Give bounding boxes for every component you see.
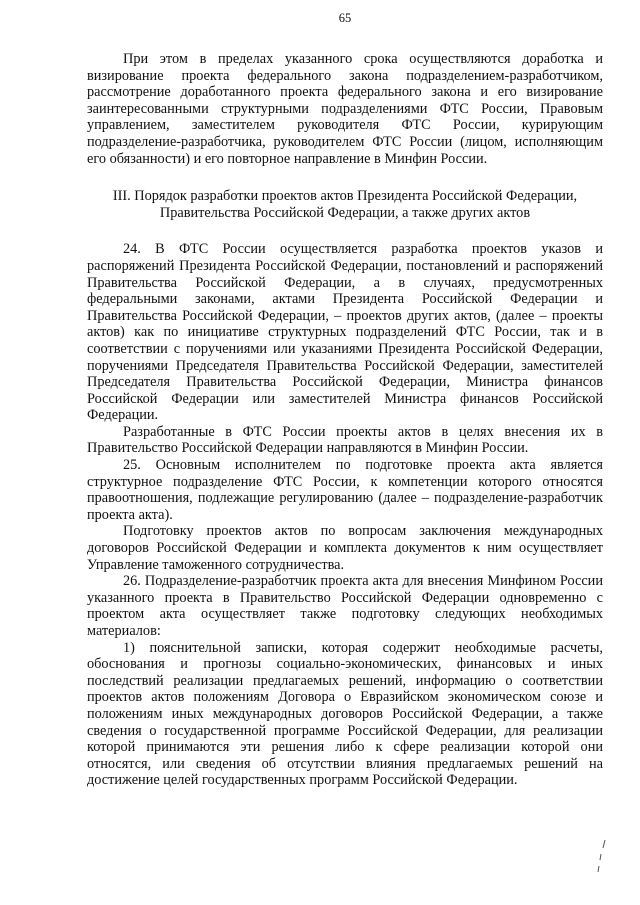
paragraph-international-treaties: Подготовку проектов актов по вопросам заключения международных договоров Российской Федерации и комплекта документов к ним осуществляет Управление таможенного сотрудничества. xyxy=(87,523,603,573)
paragraph-item-26: 26. Подразделение-разработчик проекта акта для внесения Минфином России указанного проекта в Правительство Российской Федерации одновременно с проектом акта осуществляет также подготовку следующих необходимых материалов: xyxy=(87,573,603,639)
paragraph-revision-note: При этом в пределах указанного срока осуществляются доработка и визирование проекта федерального закона подразделением-разработчиком, рассмотрение доработанного проекта федерального закона и его визирование заинтересованными структурными подразделениями ФТС России, Правовым управлением, заместителем руководителя ФТС России, курирующим подразделение-разработчика, руководителем ФТС России (лицом, исполняющим его обязанности) и его повторное направление в Минфин России. xyxy=(87,51,603,167)
document-page xyxy=(87,0,603,905)
page-number: 65 xyxy=(338,11,352,25)
paragraph-item-25: 25. Основным исполнителем по подготовке проекта акта является структурное подразделение ФТС России, к компетенции которого относятся правоотношения, подлежащие регулированию (далее – подразделение-разработчик проекта акта). xyxy=(87,457,603,523)
paragraph-submission: Разработанные в ФТС России проекты актов в целях внесения их в Правительство Российской Федерации направляются в Минфин России. xyxy=(87,423,603,457)
paragraph-item-24: 24. В ФТС России осуществляется разработка проектов указов и распоряжений Президента Российской Федерации, постановлений и распоряжений Правительства Российской Федерации, а в случаях, предусмотренных федеральными законами, актами Президента Российской Федерации и Правительства Российской Федерации, – проектов других актов, (далее – проекты актов) как по инициативе структурных подразделений ФТС России, так и в соответствии с поручениями или указаниями Президента Российской Федерации, поручениями Председателя Правительства Российской Федерации, заместителей Председателя Правительства Российской Федерации, Министра финансов Российской Федерации или заместителей Министра финансов Российской Федерации. xyxy=(87,241,603,424)
document-body xyxy=(87,51,603,789)
handwritten-mark xyxy=(596,838,610,878)
paragraph-subitem-1: 1) пояснительной записки, которая содержит необходимые расчеты, обоснования и прогнозы социально-экономических, финансовых и иных последствий реализации предлагаемых решений, информацию о соответствии проектов актов положениям Договора о Евразийском экономическом союзе и положениям иных международных договоров Российской Федерации, а также сведения о государственной программе Российской Федерации, для реализации которой принимаются эти решения либо к сфере реализации которой они относятся, или сведения об отсутствии влияния предлагаемых решений на достижение целей государственных программ Российской Федерации. xyxy=(87,639,603,789)
section-heading: III. Порядок разработки проектов актов Президента Российской Федерации, Правительства Российской Федерации, а также других актов xyxy=(112,188,578,221)
